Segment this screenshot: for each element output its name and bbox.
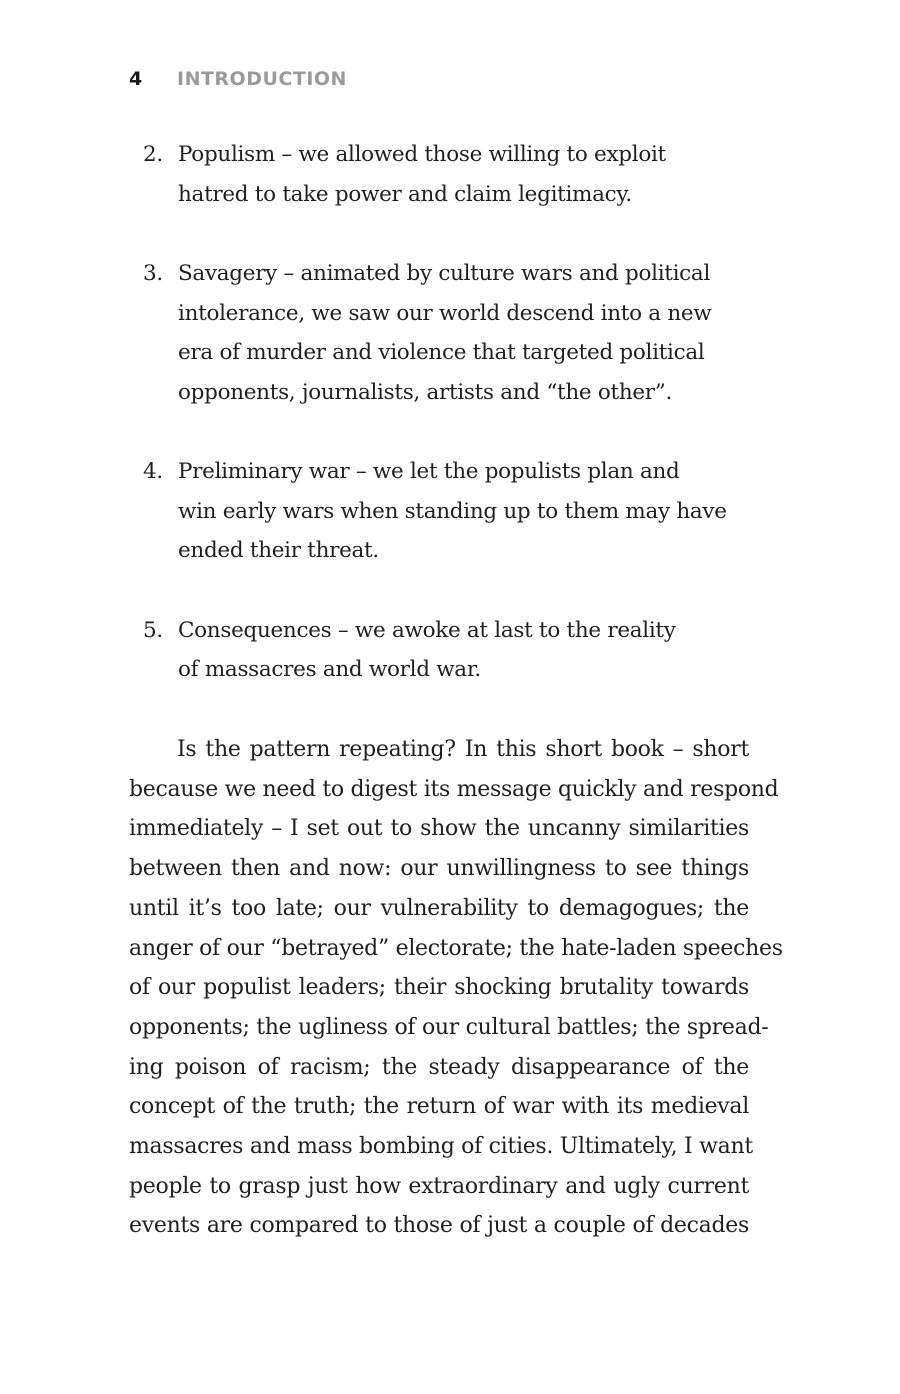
section-title: INTRODUCTION — [177, 68, 347, 90]
paragraph-line: anger of our “betrayed” electorate; the hate-laden speeches — [129, 935, 783, 961]
numbered-list — [129, 135, 769, 730]
paragraph-line: ing poison of racism; the steady disappearance of the — [129, 1054, 749, 1080]
paragraph-line: of our populist leaders; their shocking brutality towards — [129, 975, 749, 1001]
list-item-line: Preliminary war – we let the populists plan and — [178, 459, 680, 484]
paragraph-line: Is the pattern repeating? In this short book – short — [177, 737, 749, 762]
list-item-number: 4. — [143, 459, 163, 484]
paragraph-line: people to grasp just how extraordinary and ugly current — [129, 1173, 749, 1199]
list-item-line: ended their threat. — [178, 538, 379, 563]
list-item-line: era of murder and violence that targeted political — [178, 340, 705, 365]
paragraph-line: immediately – I set out to show the uncanny similarities — [129, 816, 749, 842]
list-item — [129, 254, 769, 412]
running-head — [129, 66, 347, 92]
list-item-line: opponents, journalists, artists and “the other”. — [178, 379, 673, 405]
list-item-line: of massacres and world war. — [178, 657, 481, 682]
paragraph-line: between then and now: our unwillingness to see things — [129, 856, 749, 882]
list-item — [129, 611, 769, 690]
list-item-line: Savagery – animated by culture wars and political — [178, 261, 711, 286]
list-item-number: 2. — [143, 142, 163, 167]
list-item — [129, 452, 769, 571]
list-item-line: Populism – we allowed those willing to exploit — [178, 142, 666, 167]
body-paragraph — [129, 730, 783, 1246]
list-item-line: Consequences – we awoke at last to the reality — [178, 617, 676, 643]
paragraph-line: opponents; the ugliness of our cultural battles; the spread- — [129, 1014, 769, 1040]
list-item-line: win early wars when standing up to them may have — [178, 498, 727, 524]
paragraph-line: events are compared to those of just a couple of decades — [129, 1213, 749, 1239]
list-item-number: 3. — [143, 261, 163, 286]
page-number: 4 — [129, 68, 143, 90]
list-item-line: intolerance, we saw our world descend into a new — [178, 300, 712, 326]
list-item — [129, 135, 769, 214]
list-item-number: 5. — [143, 617, 163, 643]
paragraph-line: until it’s too late; our vulnerability to demagogues; the — [129, 895, 749, 921]
list-item-line: hatred to take power and claim legitimacy. — [178, 181, 632, 207]
paragraph-line: concept of the truth; the return of war with its medieval — [129, 1094, 749, 1120]
paragraph-line: massacres and mass bombing of cities. Ultimately, I want — [129, 1134, 753, 1160]
paragraph-line: because we need to digest its message quickly and respond — [129, 776, 779, 802]
